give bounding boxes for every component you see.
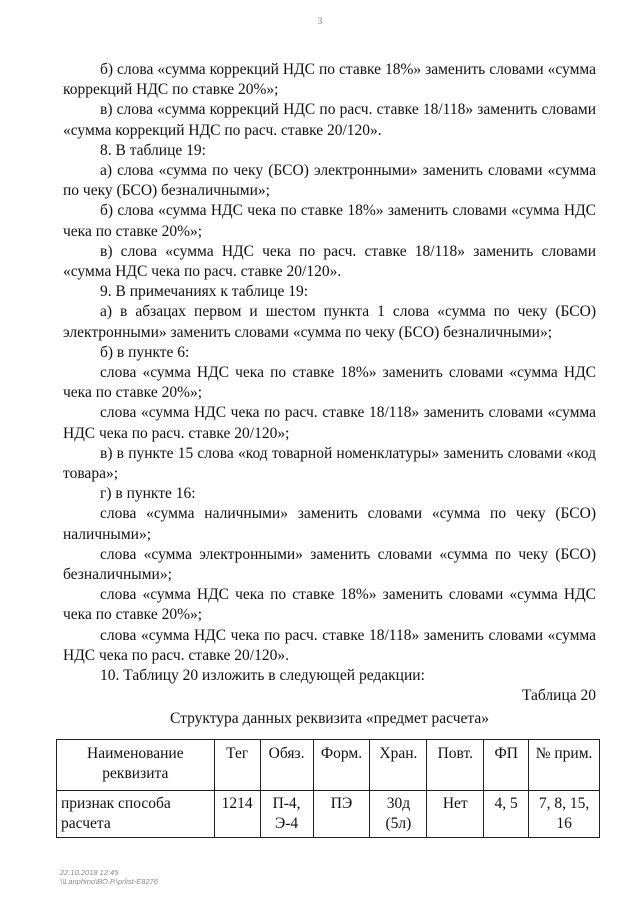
paragraph: 8. В таблице 19:: [100, 141, 206, 159]
paragraph: слова «сумма наличными» заменить словами «сумма по чеку (БСО) наличными»;: [63, 505, 596, 543]
paragraph: г) в пункте 16:: [100, 485, 196, 503]
cell-storage: 30д (5л): [370, 791, 427, 838]
cell-required: П-4, Э-4: [260, 791, 313, 838]
page-number: 3: [317, 16, 323, 26]
cell-repeat: Нет: [427, 791, 484, 838]
column-header-tag: Тег: [214, 740, 260, 791]
column-header-notes: № прим.: [529, 740, 600, 791]
table-header-row: [57, 740, 600, 791]
column-header-storage: Хран.: [370, 740, 427, 791]
footer-timestamp: 22.10.2018 12:45: [60, 868, 119, 877]
paragraph: слова «сумма НДС чека по расч. ставке 18/118» заменить словами «сумма НДС чека по расч. ставке 20/120».: [63, 626, 596, 664]
footer-path: \\Lanphino\ВО.Р.\prlist-E8276: [60, 877, 158, 886]
table-caption: Таблица 20: [521, 687, 596, 705]
paragraph: а) в абзацах первом и шестом пункта 1 слова «сумма по чеку (БСО) электронными» заменить словами «сумма по чеку (БСО) безналичными»;: [63, 303, 596, 341]
cell-fp: 4, 5: [484, 791, 529, 838]
column-header-repeat: Повт.: [427, 740, 484, 791]
paragraph: в) слова «сумма коррекций НДС по расч. ставке 18/118» заменить словами «сумма коррекций НДС по расч. ставке 20/120».: [63, 101, 596, 139]
paragraph: в) в пункте 15 слова «код товарной номенклатуры» заменить словами «код товара»;: [63, 444, 596, 483]
paragraph: б) в пункте 6:: [100, 343, 190, 361]
paragraph: слова «сумма электронными» заменить словами «сумма по чеку (БСО) безналичными»;: [63, 545, 596, 584]
paragraph: б) слова «сумма коррекций НДС по ставке 18%» заменить словами «сумма коррекций НДС по ставке 20%»;: [63, 61, 596, 99]
column-header-name: Наименование реквизита: [57, 740, 215, 791]
column-header-fp: ФП: [484, 740, 529, 791]
paragraph: б) слова «сумма НДС чека по ставке 18%» заменить словами «сумма НДС чека по ставке 20%»;: [63, 202, 596, 240]
cell-tag: 1214: [214, 791, 260, 838]
paragraph: слова «сумма НДС чека по ставке 18%» заменить словами «сумма НДС чека по ставке 20%»;: [63, 586, 596, 624]
table-row: [57, 791, 600, 838]
column-header-required: Обяз.: [260, 740, 313, 791]
data-table: [56, 739, 600, 838]
table-title: Структура данных реквизита «предмет расчета»: [169, 709, 489, 727]
cell-notes: 7, 8, 15, 16: [529, 791, 600, 838]
footer: [60, 868, 158, 886]
paragraph: 10. Таблицу 20 изложить в следующей редакции:: [100, 667, 425, 685]
paragraph: 9. В примечаниях к таблице 19:: [100, 283, 309, 301]
paragraph: а) слова «сумма по чеку (БСО) электронными» заменить словами «сумма по чеку (БСО) безналичными»;: [63, 162, 596, 200]
paragraph: слова «сумма НДС чека по расч. ставке 18/118» заменить словами «сумма НДС чека по расч. ставке 20/120»;: [63, 404, 596, 442]
document-body: [63, 60, 596, 729]
cell-name: признак способа расчета: [57, 791, 215, 838]
cell-format: ПЭ: [313, 791, 370, 838]
paragraph: слова «сумма НДС чека по ставке 18%» заменить словами «сумма НДС чека по ставке 20%»;: [63, 364, 596, 402]
column-header-format: Форм.: [313, 740, 370, 791]
paragraph: в) слова «сумма НДС чека по расч. ставке 18/118» заменить словами «сумма НДС чека по расч. ставке 20/120».: [63, 242, 596, 281]
